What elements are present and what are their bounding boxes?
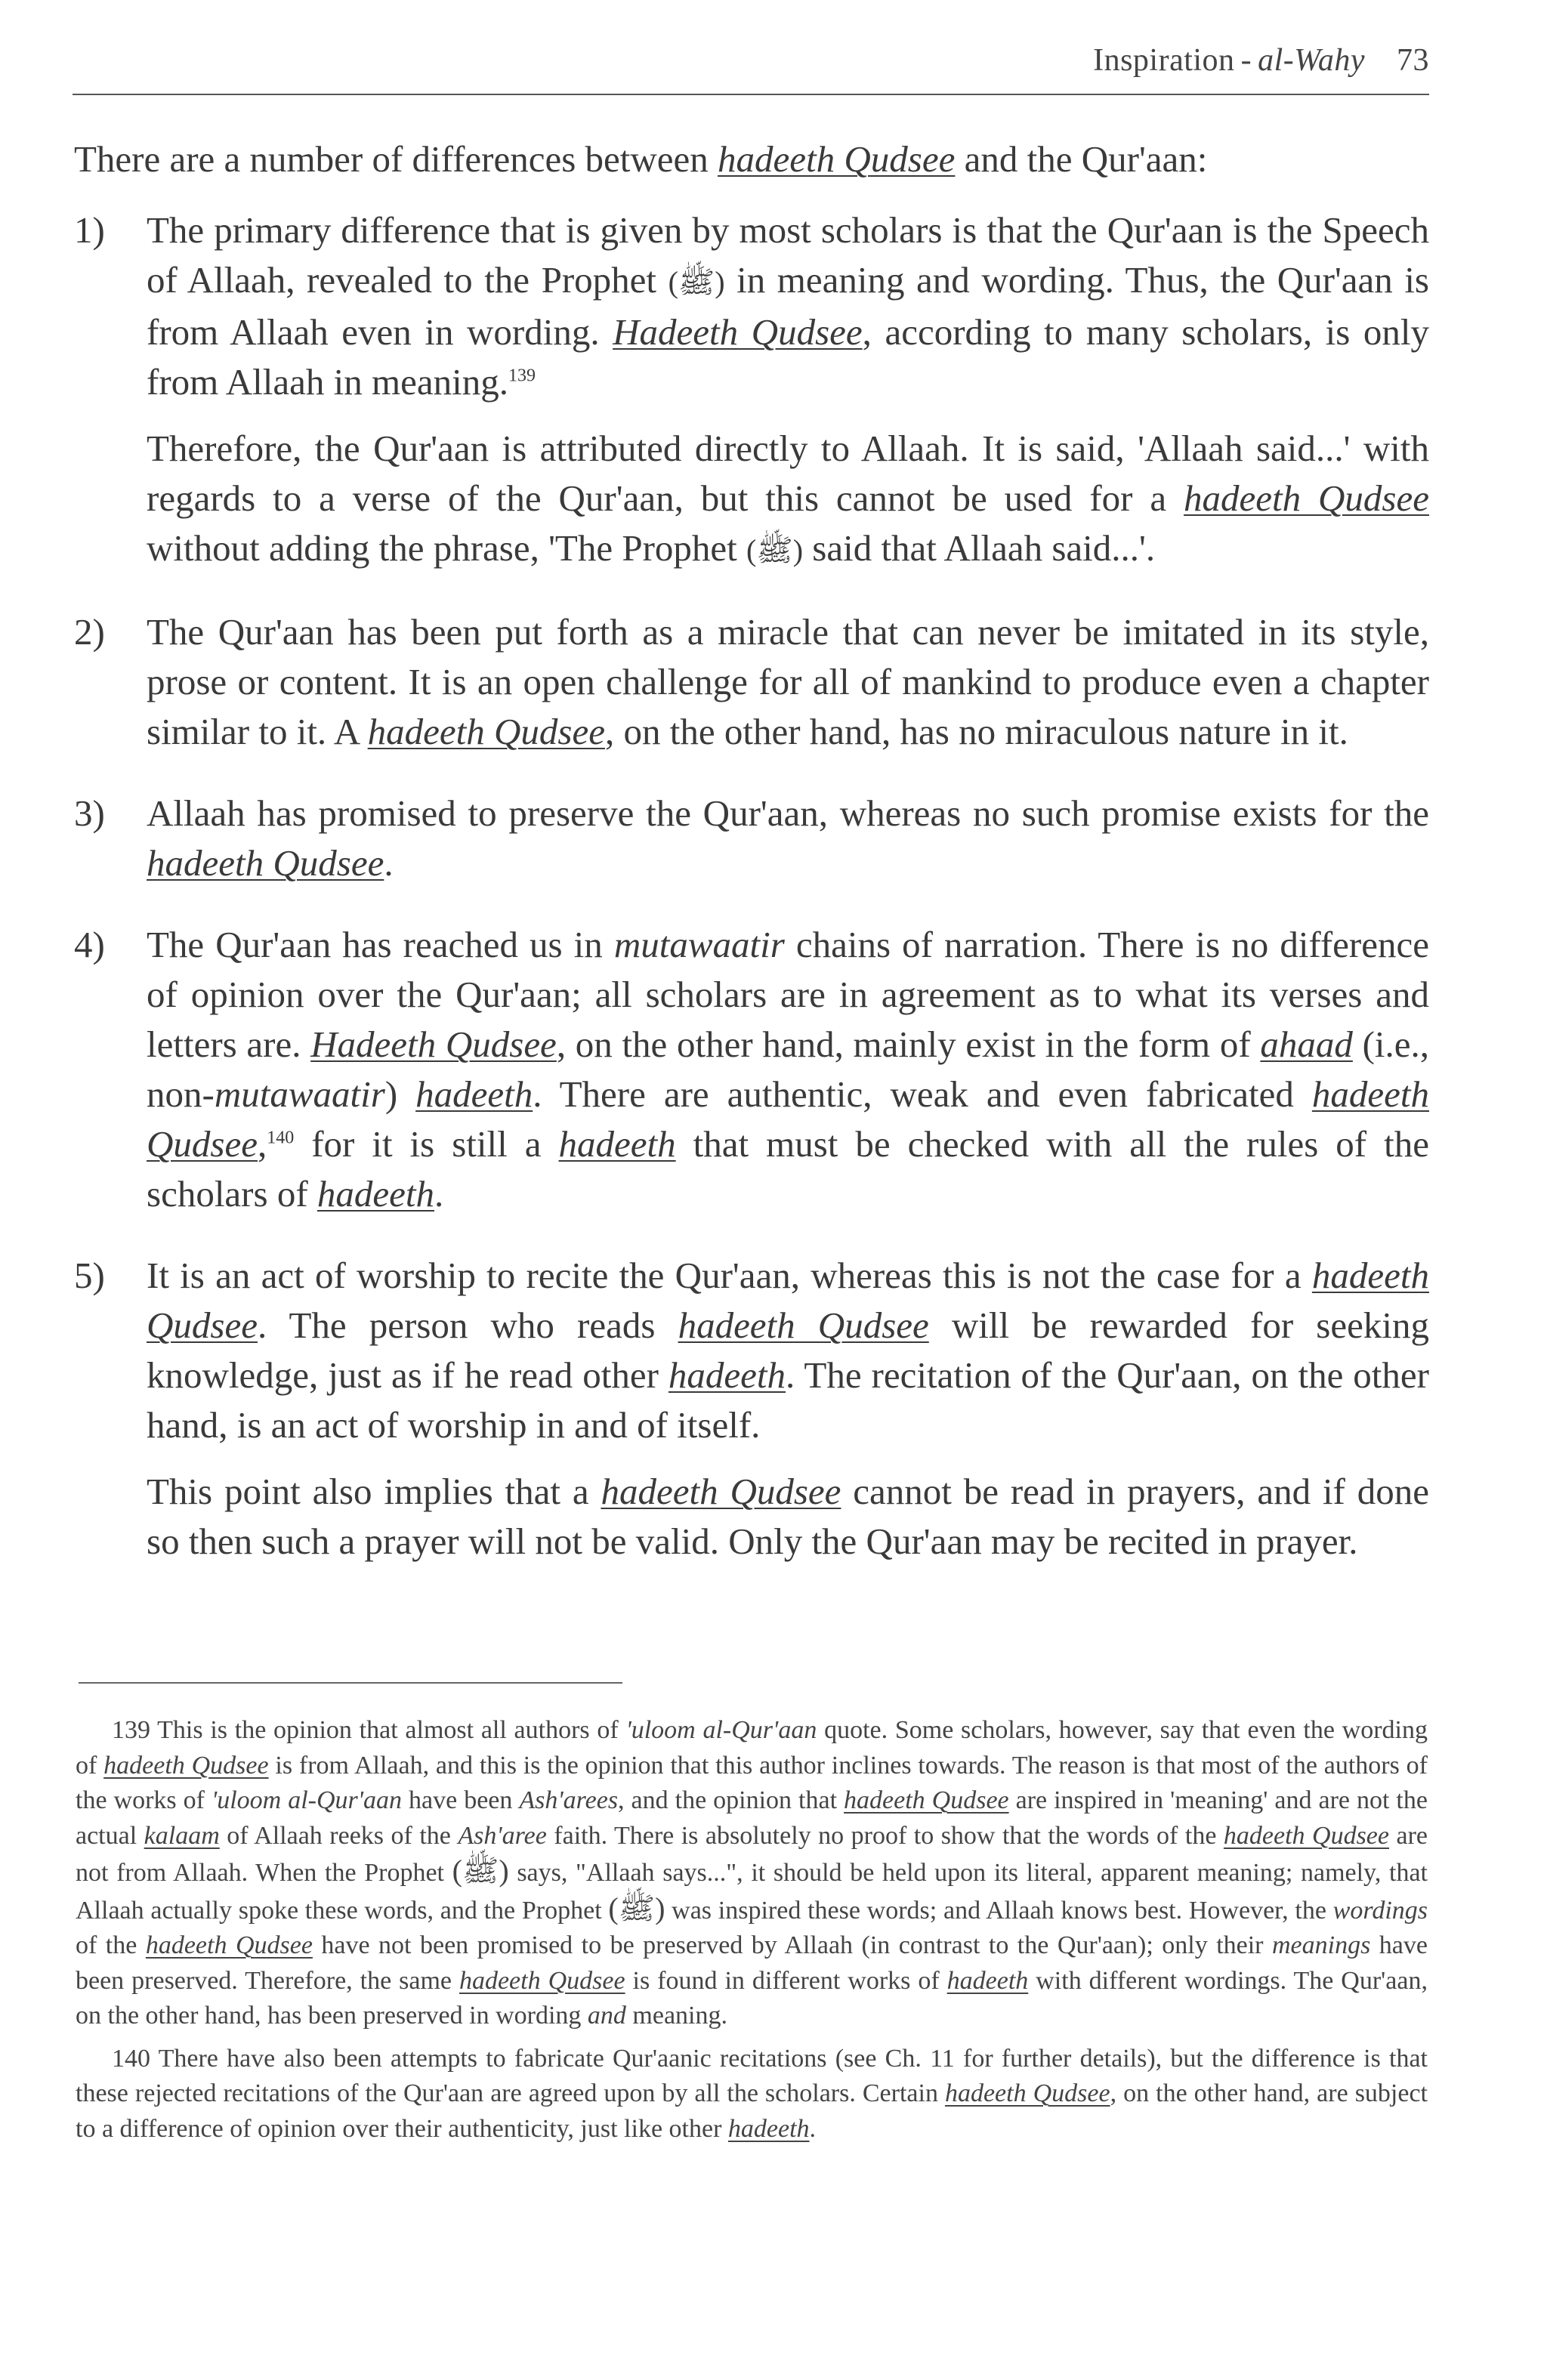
list-item-content xyxy=(147,920,1429,1236)
term-italic: hadeeth Qudsee xyxy=(718,138,956,180)
list-paragraph xyxy=(147,1467,1429,1567)
term-italic: hadeeth xyxy=(317,1173,435,1215)
text-run: have been xyxy=(402,1786,520,1814)
text-run: ) xyxy=(384,1073,416,1115)
text-run: . There are authentic, weak and even fabricated xyxy=(533,1073,1312,1115)
list-item-content xyxy=(147,1251,1429,1583)
text-run: for it is still a xyxy=(294,1123,559,1165)
list-number: 5) xyxy=(74,1255,105,1296)
text-run: The Qur'aan has reached us in xyxy=(147,924,614,965)
list-item-content xyxy=(147,607,1429,773)
text-run: is found in different works of xyxy=(625,1966,947,1995)
term-italic: hadeeth xyxy=(727,2114,810,2143)
text-run: says, "Allaah says...", it should be held upon its literal, apparent meaning; namely, that Allaah actually spoke these words, and the Prophet xyxy=(76,1859,1428,1925)
text-run: have been preserved. Therefore, the same xyxy=(76,1931,1428,1995)
text-run: , and the opinion that xyxy=(618,1786,845,1814)
text-run: have not been promised to be preserved by Allaah (in contrast to the Qur'aan); only their xyxy=(312,1931,1272,1959)
list-item-1 xyxy=(74,205,1429,592)
text-run: This is the opinion that almost all authors of xyxy=(150,1716,626,1744)
text-run: of Allaah reeks of the xyxy=(219,1821,459,1850)
text-run: , xyxy=(257,1123,267,1165)
list-item-2 xyxy=(74,607,1429,773)
text-run: cannot be read in prayers, and if done so then such a prayer will not be valid. Only the Qur'aan may be recited in prayer. xyxy=(147,1471,1429,1562)
list-paragraph xyxy=(147,789,1429,888)
text-run: . xyxy=(809,2114,817,2143)
term-italic: mutawaatir xyxy=(214,1073,385,1115)
text-run: of the xyxy=(76,1931,146,1959)
text-run: with different wordings. The Qur'aan, on the other hand, has been preserved in wording xyxy=(76,1966,1428,2030)
salawat-symbol: (ﷺ) xyxy=(746,533,804,567)
list-item-content xyxy=(147,205,1429,592)
term-italic: ahaad xyxy=(1260,1023,1353,1065)
term-italic: hadeeth Qudsee xyxy=(1223,1821,1389,1850)
intro-text: There are a number of differences between xyxy=(74,138,718,180)
chapter-title: Inspiration xyxy=(1093,43,1235,78)
term-italic: hadeeth xyxy=(946,1966,1029,1995)
text-run: The Qur'aan has been put forth as a miracle that can never be imitated in its style, prose or content. It is an open challenge for all of mankind to produce even a chapter similar to it. A xyxy=(147,611,1429,752)
term-italic: hadeeth xyxy=(415,1073,533,1115)
text-run: , on the other hand, are subject to a difference of opinion over their authenticity, just like other xyxy=(76,2079,1428,2143)
term-italic: hadeeth xyxy=(558,1123,676,1165)
footnote-number: 140 xyxy=(112,2044,150,2073)
list-number: 1) xyxy=(74,209,105,251)
text-run: chains of narration. There is no difference of opinion over the Qur'aan; all scholars are in agreement as to what its verses and letters are. xyxy=(147,924,1429,1065)
term-italic: hadeeth Qudsee xyxy=(678,1304,929,1346)
text-run: without adding the phrase, 'The Prophet xyxy=(147,527,747,569)
term-italic: 'uloom al-Qur'aan xyxy=(625,1716,817,1744)
list-paragraph xyxy=(147,607,1429,757)
list-number: 2) xyxy=(74,611,105,653)
footnote-divider xyxy=(79,1682,622,1684)
term-italic: hadeeth Qudsee xyxy=(844,1786,1009,1814)
footnote-ref-139[interactable]: 139 xyxy=(508,366,536,386)
term-italic: Ash'arees xyxy=(519,1786,619,1814)
text-run: , according to many scholars, is only from Allaah in meaning. xyxy=(147,311,1429,403)
list-paragraph xyxy=(147,424,1429,576)
text-run: in meaning and wording. Thus, the Qur'aan is from Allaah even in wording. xyxy=(147,259,1430,353)
text-run: are inspired in 'meaning' and are not the actual xyxy=(76,1786,1428,1850)
text-run: that must be checked with all the rules of the scholars of xyxy=(147,1123,1429,1215)
term-italic: 'uloom al-Qur'aan xyxy=(211,1786,403,1814)
text-run: It is an act of worship to recite the Qur'aan, whereas this is not the case for a xyxy=(147,1255,1312,1296)
list-item-content xyxy=(147,789,1429,905)
running-header xyxy=(73,39,1429,95)
text-run: Therefore, the Qur'aan is attributed directly to Allaah. It is said, 'Allaah said...' with regards to a verse of the Qur'aan, but this cannot be used for a xyxy=(147,428,1429,519)
term-italic: hadeeth Qudsee xyxy=(145,1931,313,1959)
text-run: , on the other hand, mainly exist in the form of xyxy=(556,1023,1261,1065)
text-run: (i.e., non- xyxy=(147,1023,1429,1115)
term-italic: hadeeth Qudsee xyxy=(1184,477,1429,519)
text-run: meaning. xyxy=(625,2002,727,2030)
intro-text-end: and the Qur'aan: xyxy=(955,138,1208,180)
header-dash: - xyxy=(1240,43,1252,78)
footnote-ref-140[interactable]: 140 xyxy=(267,1128,295,1148)
text-run: . The person who reads xyxy=(257,1304,678,1346)
footnotes xyxy=(76,1713,1428,2154)
footnote-number: 139 xyxy=(112,1716,150,1744)
text-run: quote. Some scholars, however, say that even the wording of xyxy=(76,1716,1428,1780)
term-italic: Hadeeth Qudsee xyxy=(310,1023,557,1065)
list-item-4 xyxy=(74,920,1429,1236)
term-italic: hadeeth Qudsee xyxy=(601,1471,841,1512)
salawat-symbol: (ﷺ) xyxy=(608,1891,665,1925)
text-run: , on the other hand, has no miraculous nature in it. xyxy=(605,711,1348,752)
intro-paragraph xyxy=(74,134,1429,184)
footnote-140 xyxy=(76,2042,1428,2147)
term-italic: hadeeth Qudsee xyxy=(459,1966,625,1995)
term-italic: hadeeth Qudsee xyxy=(103,1751,269,1780)
chapter-subtitle: al-Wahy xyxy=(1258,43,1365,78)
text-run: The primary difference that is given by most scholars is that the Qur'aan is the Speech of Allaah, revealed to the Prophet xyxy=(147,209,1429,301)
term-italic: Ash'aree xyxy=(458,1821,547,1850)
term-italic: wordings xyxy=(1332,1896,1428,1925)
text-run: are not from Allaah. When the Prophet xyxy=(76,1821,1428,1887)
term-italic: hadeeth Qudsee xyxy=(147,1073,1429,1165)
text-run: said that Allaah said...'. xyxy=(803,527,1156,569)
list-item-3 xyxy=(74,789,1429,905)
term-italic: hadeeth Qudsee xyxy=(944,2079,1110,2107)
term-italic: Hadeeth Qudsee xyxy=(613,311,863,353)
term-italic: hadeeth Qudsee xyxy=(147,842,384,884)
list-paragraph xyxy=(147,205,1429,407)
footnote-139 xyxy=(76,1713,1428,2034)
term-italic: kalaam xyxy=(144,1821,220,1850)
page-number: 73 xyxy=(1397,43,1429,78)
header-text xyxy=(1093,42,1429,79)
text-run: will be rewarded for seeking knowledge, just as if he read other xyxy=(147,1304,1429,1396)
text-run: was inspired these words; and Allaah knows best. However, the xyxy=(665,1896,1333,1925)
text-run: is from Allaah, and this is the opinion that this author inclines towards. The reason is that most of the authors of the works of xyxy=(76,1751,1428,1814)
text-run: Allaah has promised to preserve the Qur'aan, whereas no such promise exists for the xyxy=(147,792,1429,834)
text-run: faith. There is absolutely no proof to show that the words of the xyxy=(546,1821,1224,1850)
list-item-5 xyxy=(74,1251,1429,1583)
term-italic: mutawaatir xyxy=(613,924,785,965)
main-text xyxy=(74,134,1429,1598)
list-number: 3) xyxy=(74,792,105,834)
text-run: There have also been attempts to fabricate Qur'aanic recitations (see Ch. 11 for further details), but the difference is that these rejected recitations of the Qur'aan are agreed upon by all the scholars. Certain xyxy=(76,2044,1428,2107)
term-italic: hadeeth Qudsee xyxy=(147,1255,1429,1346)
text-run: . The recitation of the Qur'aan, on the other hand, is an act of worship in and of itself. xyxy=(147,1354,1429,1446)
text-run: . xyxy=(384,842,394,884)
text-run: This point also implies that a xyxy=(147,1471,601,1512)
list-paragraph xyxy=(147,1251,1429,1450)
text-run: . xyxy=(434,1173,444,1215)
list-paragraph xyxy=(147,920,1429,1219)
salawat-symbol: (ﷺ) xyxy=(452,1854,509,1888)
term-italic: hadeeth xyxy=(668,1354,786,1396)
term-italic: meanings xyxy=(1271,1931,1371,1959)
list-number: 4) xyxy=(74,924,105,965)
term-italic: and xyxy=(587,2002,626,2030)
salawat-symbol: (ﷺ) xyxy=(668,265,725,299)
term-italic: hadeeth Qudsee xyxy=(367,711,605,752)
